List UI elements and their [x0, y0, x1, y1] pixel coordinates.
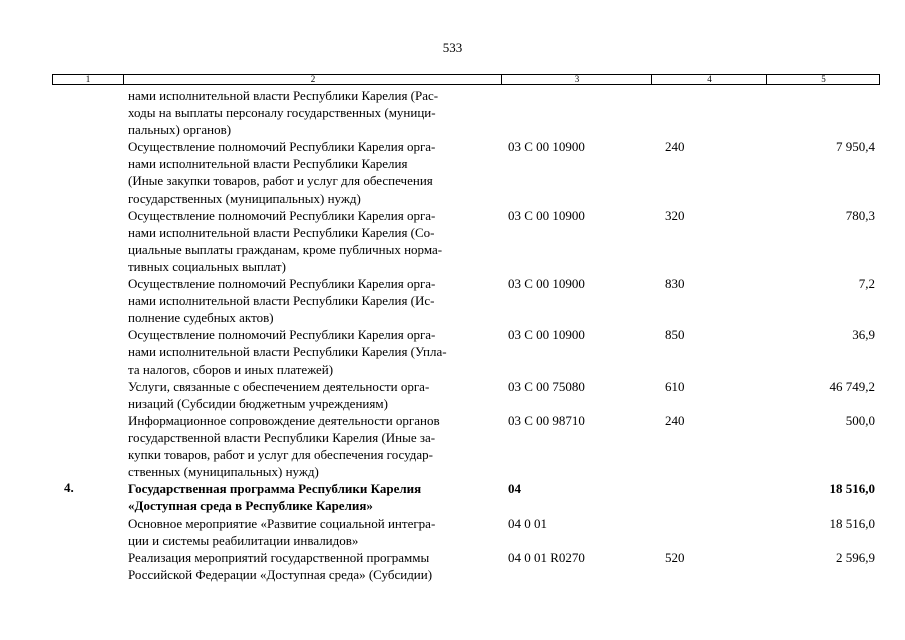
description-line: нами исполнительной власти Республики Карелия (Упла-: [128, 344, 447, 360]
row-code: 03 С 00 10900: [508, 327, 585, 343]
description-line: Услуги, связанные с обеспечением деятельности орга-: [128, 378, 430, 394]
row-sum: 36,9: [852, 327, 875, 343]
row-sum: 46 749,2: [829, 378, 875, 394]
description-line: Информационное сопровождение деятельности органов: [128, 412, 440, 428]
row-expense-type: 830: [665, 276, 685, 292]
row-description: [128, 275, 498, 326]
row-expense-type: 320: [665, 207, 685, 223]
description-line: нами исполнительной власти Республики Карелия: [128, 156, 408, 172]
description-line: Осуществление полномочий Республики Карелия орга-: [128, 327, 436, 343]
description-line: государственных (муниципальных) нужд): [128, 190, 361, 206]
row-description: [128, 87, 498, 138]
row-code: 03 С 00 75080: [508, 378, 585, 394]
description-line: государственной власти Республики Карелия (Иные за-: [128, 429, 436, 445]
description-line: низаций (Субсидии бюджетным учреждениям): [128, 395, 388, 411]
description-line: Осуществление полномочий Республики Карелия орга-: [128, 139, 436, 155]
row-code: 03 С 00 10900: [508, 276, 585, 292]
description-line: ходы на выплаты персоналу государственных (муници-: [128, 105, 436, 121]
row-number: 4.: [64, 480, 74, 496]
row-expense-type: 850: [665, 327, 685, 343]
description-line: нами исполнительной власти Республики Карелия (Со-: [128, 224, 435, 240]
row-code: 04: [508, 481, 521, 497]
row-description: [128, 207, 498, 275]
description-line: ственных (муниципальных) нужд): [128, 464, 319, 480]
description-line: Российской Федерации «Доступная среда» (Субсидии): [128, 566, 433, 582]
row-code: 03 С 00 10900: [508, 139, 585, 155]
row-description: [128, 138, 498, 206]
description-line: циальные выплаты гражданам, кроме публичных норма-: [128, 241, 443, 257]
row-description: [128, 480, 498, 514]
description-line: Осуществление полномочий Республики Карелия орга-: [128, 207, 436, 223]
row-description: [128, 326, 498, 377]
description-line: купки товаров, работ и услуг для обеспечения государ-: [128, 447, 434, 463]
description-line: нами исполнительной власти Республики Карелия (Рас-: [128, 88, 439, 103]
header-col-1: 1: [85, 74, 91, 84]
row-sum: 500,0: [845, 412, 875, 428]
row-expense-type: 520: [665, 549, 685, 565]
header-col-5: 5: [766, 75, 880, 84]
description-line: та налогов, сборов и иных платежей): [128, 361, 334, 377]
description-line: нами исполнительной власти Республики Карелия (Ис-: [128, 293, 435, 309]
description-line: Государственная программа Республики Карелия: [128, 481, 422, 497]
description-line: пальных) органов): [128, 122, 232, 138]
description-line: Осуществление полномочий Республики Карелия орга-: [128, 276, 436, 292]
row-expense-type: 240: [665, 139, 685, 155]
row-sum: 7 950,4: [836, 139, 875, 155]
table-header-row: [52, 74, 880, 85]
row-sum: 780,3: [845, 207, 875, 223]
row-description: [128, 515, 498, 549]
row-sum: 7,2: [858, 276, 875, 292]
description-line: ции и системы реабилитации инвалидов»: [128, 532, 359, 548]
row-code: 03 С 00 10900: [508, 207, 585, 223]
description-line: «Доступная среда в Республике Карелия»: [128, 498, 373, 514]
description-line: Реализация мероприятий государственной программы: [128, 549, 430, 565]
row-expense-type: 240: [665, 412, 685, 428]
description-line: полнение судебных актов): [128, 310, 274, 326]
row-description: [128, 412, 498, 480]
description-line: Основное мероприятие «Развитие социальной интегра-: [128, 515, 436, 531]
row-description: [128, 549, 498, 583]
row-sum: 2 596,9: [836, 549, 875, 565]
row-sum: 18 516,0: [829, 481, 875, 497]
row-code: 04 0 01 R0270: [508, 549, 585, 565]
row-code: 03 С 00 98710: [508, 412, 585, 428]
header-col-4: 4: [651, 75, 767, 84]
row-expense-type: 610: [665, 378, 685, 394]
header-col-3: 3: [501, 75, 652, 84]
description-line: тивных социальных выплат): [128, 258, 286, 274]
description-line: (Иные закупки товаров, работ и услуг для обеспечения: [128, 173, 433, 189]
row-sum: 18 516,0: [829, 515, 875, 531]
row-description: [128, 378, 498, 412]
header-col-2: 2: [123, 75, 502, 84]
row-code: 04 0 01: [508, 515, 547, 531]
page-number: 533: [442, 40, 463, 55]
